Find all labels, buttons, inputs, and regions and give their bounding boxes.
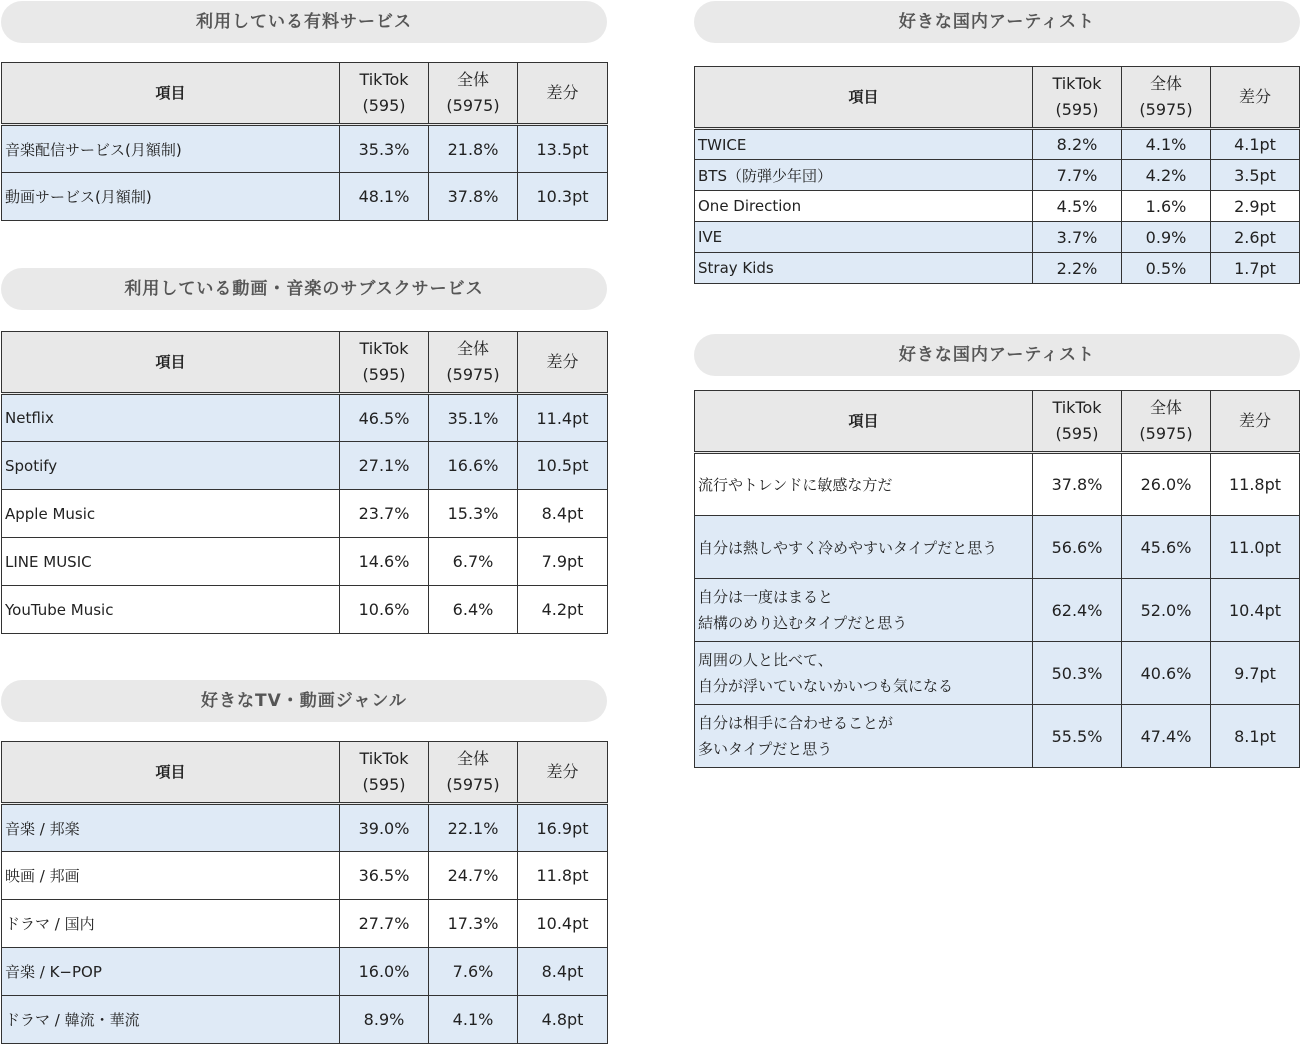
diff-value: 11.0pt <box>1211 516 1300 579</box>
all-value: 15.3% <box>429 490 518 538</box>
table-row <box>695 191 1300 222</box>
tiktok-value: 27.7% <box>340 900 429 948</box>
table-row <box>2 125 608 173</box>
all-value: 0.9% <box>1122 222 1211 253</box>
row-label: 音楽 / K−POP <box>2 948 340 996</box>
header-tiktok-count: (595) <box>362 96 406 115</box>
row-label: YouTube Music <box>2 586 340 634</box>
header-all <box>429 742 518 804</box>
diff-value: 10.3pt <box>518 173 608 221</box>
diff-value: 4.8pt <box>518 996 608 1044</box>
diff-value: 2.6pt <box>1211 222 1300 253</box>
row-label-line1: 自分は相手に合わせることが <box>698 714 894 732</box>
table-row <box>2 804 608 852</box>
paid-services-table <box>1 62 608 221</box>
header-tiktok-label: TikTok <box>359 749 409 768</box>
header-tiktok <box>340 332 429 394</box>
header-tiktok-label: TikTok <box>1052 74 1102 93</box>
tiktok-value: 48.1% <box>340 173 429 221</box>
all-value: 16.6% <box>429 442 518 490</box>
table-row <box>2 900 608 948</box>
table-row <box>695 160 1300 191</box>
section-title-paid-services: 利用している有料サービス <box>1 1 607 43</box>
row-label: TWICE <box>695 129 1033 160</box>
header-all <box>429 332 518 394</box>
table-row <box>695 516 1300 579</box>
row-label-line2: 結構のめり込むタイプだと思う <box>698 614 908 632</box>
all-value: 40.6% <box>1122 642 1211 705</box>
all-value: 4.1% <box>1122 129 1211 160</box>
row-label: Apple Music <box>2 490 340 538</box>
diff-value: 16.9pt <box>518 804 608 852</box>
header-all-count: (5975) <box>446 775 500 794</box>
row-label: Netflix <box>2 394 340 442</box>
diff-value: 10.5pt <box>518 442 608 490</box>
header-item: 項目 <box>695 391 1033 453</box>
row-label: 流行やトレンドに敏感な方だ <box>695 453 1033 516</box>
table-row <box>695 453 1300 516</box>
tiktok-value: 2.2% <box>1033 253 1122 284</box>
diff-value: 10.4pt <box>518 900 608 948</box>
header-diff: 差分 <box>518 63 608 125</box>
row-label <box>695 705 1033 768</box>
personality-table <box>694 390 1300 768</box>
all-value: 52.0% <box>1122 579 1211 642</box>
header-tiktok-label: TikTok <box>1052 398 1102 417</box>
row-label: BTS（防弾少年団） <box>695 160 1033 191</box>
tiktok-value: 56.6% <box>1033 516 1122 579</box>
diff-value: 10.4pt <box>1211 579 1300 642</box>
header-diff: 差分 <box>1211 67 1300 129</box>
diff-value: 7.9pt <box>518 538 608 586</box>
table-row <box>2 442 608 490</box>
header-all <box>1122 67 1211 129</box>
header-tiktok <box>1033 67 1122 129</box>
table-row <box>695 705 1300 768</box>
header-row <box>695 391 1300 453</box>
header-all-count: (5975) <box>446 96 500 115</box>
section-title-tv-video-genres: 好きなTV・動画ジャンル <box>1 680 607 722</box>
tiktok-value: 16.0% <box>340 948 429 996</box>
table-row <box>695 642 1300 705</box>
all-value: 47.4% <box>1122 705 1211 768</box>
all-value: 4.2% <box>1122 160 1211 191</box>
header-all-label: 全体 <box>456 749 489 768</box>
diff-value: 11.8pt <box>518 852 608 900</box>
table-row <box>2 173 608 221</box>
header-row <box>2 742 608 804</box>
all-value: 45.6% <box>1122 516 1211 579</box>
row-label: Spotify <box>2 442 340 490</box>
tiktok-value: 3.7% <box>1033 222 1122 253</box>
table-row <box>2 394 608 442</box>
all-value: 6.4% <box>429 586 518 634</box>
tiktok-value: 46.5% <box>340 394 429 442</box>
row-label: 音楽 / 邦楽 <box>2 804 340 852</box>
header-all-label: 全体 <box>456 339 489 358</box>
header-tiktok-count: (595) <box>362 365 406 384</box>
header-diff: 差分 <box>518 742 608 804</box>
header-tiktok-label: TikTok <box>359 70 409 89</box>
table-row <box>695 579 1300 642</box>
tiktok-value: 55.5% <box>1033 705 1122 768</box>
row-label-line2: 自分が浮いていないかいつも気になる <box>698 677 954 695</box>
tiktok-value: 36.5% <box>340 852 429 900</box>
all-value: 21.8% <box>429 125 518 173</box>
all-value: 4.1% <box>429 996 518 1044</box>
diff-value: 8.4pt <box>518 490 608 538</box>
table-row <box>2 948 608 996</box>
tiktok-value: 37.8% <box>1033 453 1122 516</box>
tiktok-value: 10.6% <box>340 586 429 634</box>
section-title-subscription-services: 利用している動画・音楽のサブスクサービス <box>1 268 607 310</box>
tiktok-value: 23.7% <box>340 490 429 538</box>
table-row <box>2 586 608 634</box>
diff-value: 1.7pt <box>1211 253 1300 284</box>
diff-value: 11.8pt <box>1211 453 1300 516</box>
diff-value: 9.7pt <box>1211 642 1300 705</box>
table-row <box>2 538 608 586</box>
row-label: 映画 / 邦画 <box>2 852 340 900</box>
row-label-line2: 多いタイプだと思う <box>698 740 833 758</box>
row-label-line1: 自分は一度はまると <box>698 588 834 606</box>
table-row <box>695 129 1300 160</box>
tiktok-value: 4.5% <box>1033 191 1122 222</box>
row-label: LINE MUSIC <box>2 538 340 586</box>
header-row <box>2 63 608 125</box>
tiktok-value: 8.9% <box>340 996 429 1044</box>
tv-video-genres-table <box>1 741 608 1044</box>
row-label: 音楽配信サービス(月額制) <box>2 125 340 173</box>
diff-value: 8.1pt <box>1211 705 1300 768</box>
diff-value: 11.4pt <box>518 394 608 442</box>
tiktok-value: 7.7% <box>1033 160 1122 191</box>
diff-value: 2.9pt <box>1211 191 1300 222</box>
header-tiktok-count: (595) <box>1055 100 1099 119</box>
all-value: 7.6% <box>429 948 518 996</box>
header-tiktok-count: (595) <box>362 775 406 794</box>
table-row <box>695 222 1300 253</box>
header-diff: 差分 <box>1211 391 1300 453</box>
table-row <box>2 490 608 538</box>
header-all-label: 全体 <box>1149 74 1182 93</box>
row-label <box>695 642 1033 705</box>
all-value: 35.1% <box>429 394 518 442</box>
header-item: 項目 <box>2 332 340 394</box>
header-row <box>2 332 608 394</box>
all-value: 37.8% <box>429 173 518 221</box>
header-row <box>695 67 1300 129</box>
header-all-count: (5975) <box>1139 424 1193 443</box>
domestic-artists-table <box>694 66 1300 284</box>
row-label: ドラマ / 韓流・華流 <box>2 996 340 1044</box>
header-all <box>429 63 518 125</box>
section-title-domestic-artists: 好きな国内アーティスト <box>694 1 1300 43</box>
row-label: One Direction <box>695 191 1033 222</box>
row-label-line1: 周囲の人と比べて、 <box>698 651 833 669</box>
header-diff: 差分 <box>518 332 608 394</box>
diff-value: 13.5pt <box>518 125 608 173</box>
all-value: 22.1% <box>429 804 518 852</box>
header-all-label: 全体 <box>1149 398 1182 417</box>
diff-value: 4.2pt <box>518 586 608 634</box>
row-label: 動画サービス(月額制) <box>2 173 340 221</box>
header-tiktok <box>1033 391 1122 453</box>
tiktok-value: 39.0% <box>340 804 429 852</box>
tiktok-value: 62.4% <box>1033 579 1122 642</box>
diff-value: 3.5pt <box>1211 160 1300 191</box>
header-all-label: 全体 <box>456 70 489 89</box>
row-label <box>695 579 1033 642</box>
header-all-count: (5975) <box>446 365 500 384</box>
header-tiktok-count: (595) <box>1055 424 1099 443</box>
tiktok-value: 27.1% <box>340 442 429 490</box>
header-item: 項目 <box>695 67 1033 129</box>
table-row <box>695 253 1300 284</box>
header-tiktok <box>340 742 429 804</box>
all-value: 1.6% <box>1122 191 1211 222</box>
subscription-services-table <box>1 331 608 634</box>
table-row <box>2 852 608 900</box>
header-all-count: (5975) <box>1139 100 1193 119</box>
header-item: 項目 <box>2 742 340 804</box>
section-title-personality: 好きな国内アーティスト <box>694 334 1300 376</box>
all-value: 17.3% <box>429 900 518 948</box>
all-value: 26.0% <box>1122 453 1211 516</box>
header-item: 項目 <box>2 63 340 125</box>
row-label: 自分は熱しやすく冷めやすいタイプだと思う <box>695 516 1033 579</box>
tiktok-value: 8.2% <box>1033 129 1122 160</box>
row-label: ドラマ / 国内 <box>2 900 340 948</box>
header-tiktok-label: TikTok <box>359 339 409 358</box>
row-label: Stray Kids <box>695 253 1033 284</box>
tiktok-value: 50.3% <box>1033 642 1122 705</box>
all-value: 6.7% <box>429 538 518 586</box>
header-tiktok <box>340 63 429 125</box>
diff-value: 4.1pt <box>1211 129 1300 160</box>
diff-value: 8.4pt <box>518 948 608 996</box>
tiktok-value: 14.6% <box>340 538 429 586</box>
header-all <box>1122 391 1211 453</box>
row-label: IVE <box>695 222 1033 253</box>
all-value: 0.5% <box>1122 253 1211 284</box>
all-value: 24.7% <box>429 852 518 900</box>
tiktok-value: 35.3% <box>340 125 429 173</box>
table-row <box>2 996 608 1044</box>
